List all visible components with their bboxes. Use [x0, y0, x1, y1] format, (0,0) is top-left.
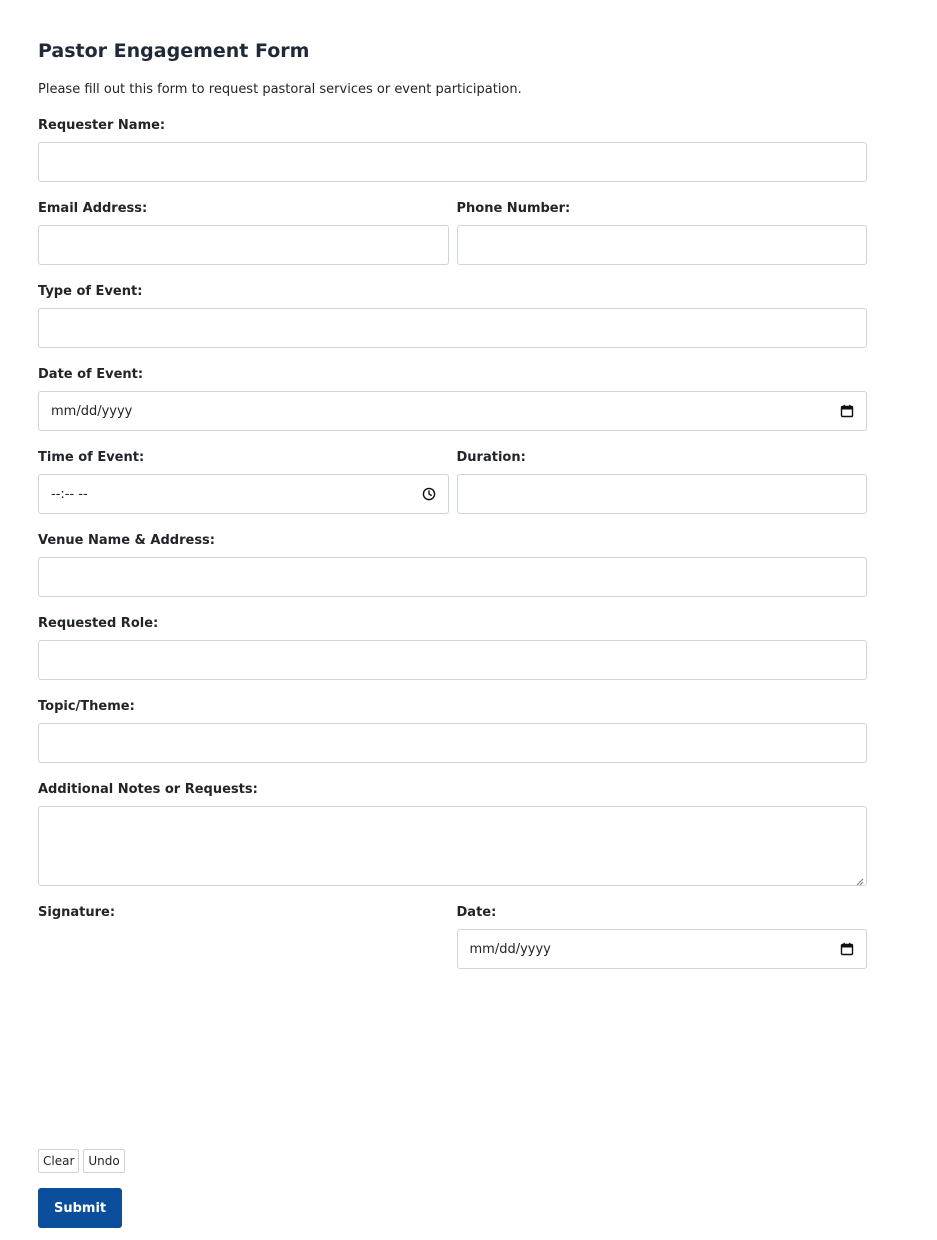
resize-grip-icon[interactable] [856, 875, 864, 883]
email-input[interactable] [38, 225, 449, 265]
signature-group [38, 904, 449, 1149]
event-type-group [38, 283, 867, 348]
notes-label: Additional Notes or Requests: [38, 782, 258, 797]
topic-group [38, 698, 867, 763]
role-group [38, 615, 867, 680]
signature-pad[interactable] [38, 929, 449, 1149]
undo-button[interactable]: Undo [83, 1149, 124, 1173]
role-input[interactable] [38, 640, 867, 680]
time-row [38, 449, 867, 514]
event-date-placeholder: mm/dd/yyyy [51, 403, 133, 419]
event-date-group [38, 366, 867, 431]
event-time-placeholder: --:-- -- [51, 486, 88, 502]
event-type-label: Type of Event: [38, 284, 143, 299]
form-intro: Please fill out this form to request pastoral services or event participation. [38, 82, 522, 97]
notes-group [38, 781, 867, 886]
requester-name-input[interactable] [38, 142, 867, 182]
email-group [38, 200, 449, 265]
signature-controls [38, 1149, 867, 1173]
topic-label: Topic/Theme: [38, 699, 135, 714]
contact-row [38, 200, 867, 265]
event-date-input[interactable] [38, 391, 867, 431]
duration-group [457, 449, 868, 514]
sign-date-label: Date: [456, 905, 497, 920]
pastor-engagement-form [38, 38, 867, 1228]
phone-group [457, 200, 868, 265]
signature-row [38, 904, 867, 1149]
sign-date-group [457, 904, 868, 1149]
requester-name-label: Requester Name: [38, 118, 166, 133]
phone-label: Phone Number: [456, 201, 571, 216]
venue-group [38, 532, 867, 597]
clock-icon[interactable] [422, 487, 436, 501]
signature-label: Signature: [38, 905, 116, 920]
event-type-input[interactable] [38, 308, 867, 348]
submit-button[interactable]: Submit [38, 1188, 122, 1228]
requester-name-group [38, 117, 867, 182]
duration-label: Duration: [456, 450, 526, 465]
sign-date-input[interactable] [457, 929, 868, 969]
calendar-icon[interactable] [840, 404, 854, 418]
notes-textarea[interactable] [38, 806, 867, 886]
venue-input[interactable] [38, 557, 867, 597]
event-time-input[interactable] [38, 474, 449, 514]
calendar-icon[interactable] [840, 942, 854, 956]
role-label: Requested Role: [38, 616, 159, 631]
page-title: Pastor Engagement Form [38, 40, 310, 62]
event-time-label: Time of Event: [38, 450, 145, 465]
event-date-label: Date of Event: [38, 367, 144, 382]
duration-input[interactable] [457, 474, 868, 514]
phone-input[interactable] [457, 225, 868, 265]
email-label: Email Address: [38, 201, 148, 216]
venue-label: Venue Name & Address: [38, 533, 215, 548]
clear-button[interactable]: Clear [38, 1149, 79, 1173]
event-time-group [38, 449, 449, 514]
sign-date-placeholder: mm/dd/yyyy [469, 941, 551, 957]
topic-input[interactable] [38, 723, 867, 763]
